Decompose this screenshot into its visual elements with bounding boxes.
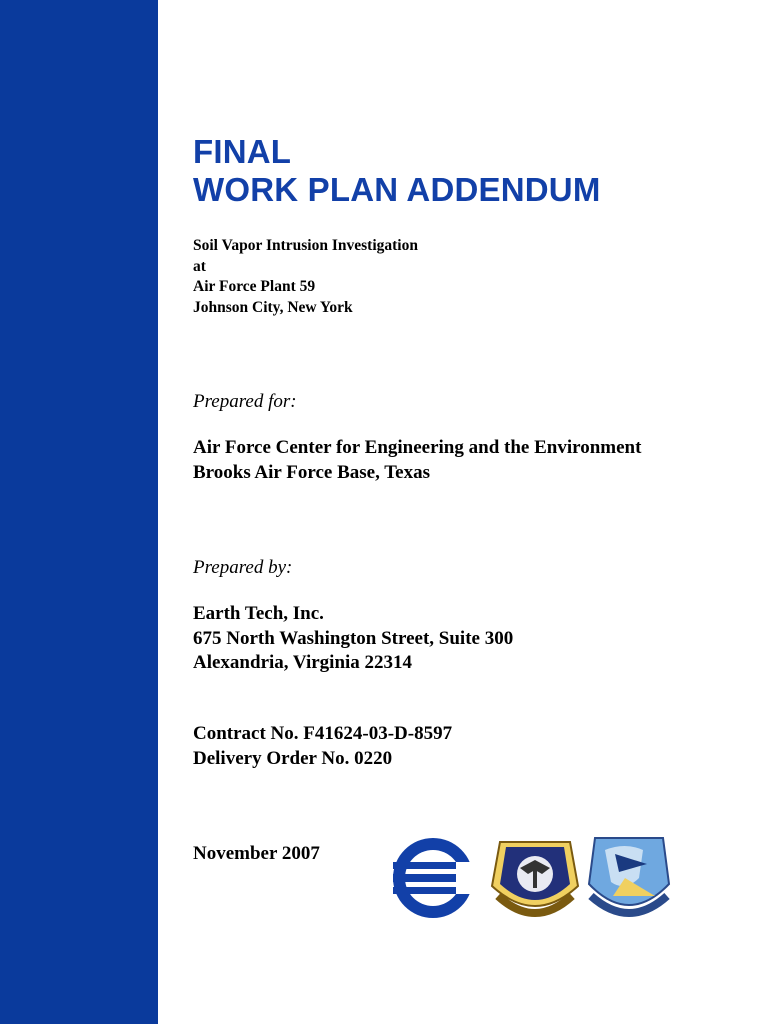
- subtitle-line: Soil Vapor Intrusion Investigation: [193, 237, 418, 254]
- contract-number: Contract No. F41624-03-D-8597: [193, 723, 453, 744]
- prepared-for-line: Brooks Air Force Base, Texas: [193, 461, 430, 483]
- prepared-for-line: Air Force Center for Engineering and the Environment: [193, 437, 642, 458]
- subtitle-line: at: [193, 257, 206, 275]
- prepared-for-label: Prepared for:: [193, 391, 297, 412]
- delivery-order-number: Delivery Order No. 0220: [193, 747, 393, 769]
- blue-sidebar: [0, 0, 158, 1024]
- prepared-by-block: [193, 602, 513, 676]
- afcee-seal: [492, 842, 578, 913]
- prepared-by-line: Alexandria, Virginia 22314: [193, 652, 413, 673]
- project-subtitle: [193, 236, 418, 318]
- prepared-by-line: Earth Tech, Inc.: [193, 603, 324, 624]
- contract-block: [193, 722, 452, 771]
- document-date: November 2007: [193, 843, 320, 864]
- prepared-by-line: 675 North Washington Street, Suite 300: [193, 627, 514, 649]
- logo-strip: [390, 832, 680, 924]
- prepared-for-block: [193, 436, 641, 485]
- subtitle-line: Johnson City, New York: [193, 298, 353, 316]
- earth-tech-logo: [393, 838, 476, 918]
- title-line-1: FINAL: [193, 133, 292, 170]
- logos-svg: [390, 832, 680, 924]
- document-title: [193, 133, 601, 209]
- prepared-by-label: Prepared by:: [193, 557, 293, 578]
- subtitle-line: Air Force Plant 59: [193, 278, 316, 295]
- title-line-2: WORK PLAN ADDENDUM: [193, 171, 601, 208]
- brooks-seal: [589, 838, 669, 913]
